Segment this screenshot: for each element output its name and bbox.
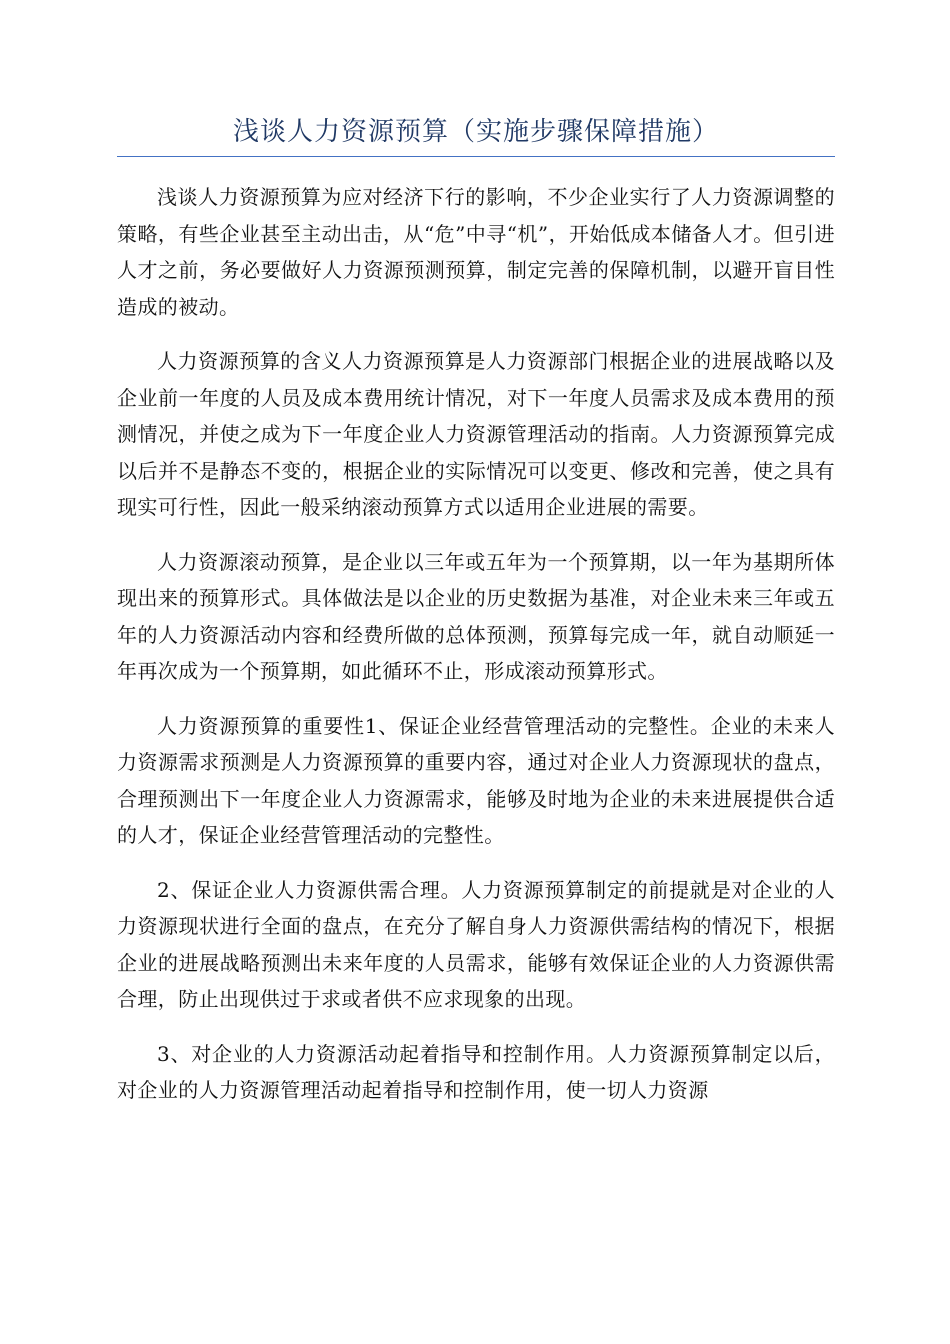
document-title: 浅谈人力资源预算（实施步骤保障措施） <box>117 112 835 157</box>
paragraph-intro: 浅谈人力资源预算为应对经济下行的影响，不少企业实行了人力资源调整的策略，有些企业甚至主动出击，从“危”中寻“机”，开始低成本储备人才。但引进人才之前，务必要做好人力资源预测预算，制定完善的保障机制，以避开盲目性造成的被动。 <box>117 185 835 319</box>
paragraph-importance-2: 2、保证企业人力资源供需合理。人力资源预算制定的前提就是对企业的人力资源现状进行全面的盘点，在充分了解自身人力资源供需结构的情况下，根据企业的进展战略预测出未来年度的人员需求，能够有效保证企业的人力资源供需合理，防止出现供过于求或者供不应求现象的出现。 <box>117 877 835 1011</box>
document-body <box>117 179 835 1109</box>
paragraph-rolling-budget: 人力资源滚动预算，是企业以三年或五年为一个预算期，以一年为基期所体现出来的预算形式。具体做法是以企业的历史数据为基准，对企业未来三年或五年的人力资源活动内容和经费所做的总体预测，预算每完成一年，就自动顺延一年再次成为一个预算期，如此循环不止，形成滚动预算形式。 <box>117 549 835 683</box>
document-page <box>117 112 835 1127</box>
paragraph-importance-3: 3、对企业的人力资源活动起着指导和控制作用。人力资源预算制定以后，对企业的人力资源管理活动起着指导和控制作用，使一切人力资源 <box>117 1041 835 1102</box>
paragraph-importance-1: 人力资源预算的重要性1、保证企业经营管理活动的完整性。企业的未来人力资源需求预测是人力资源预算的重要内容，通过对企业人力资源现状的盘点，合理预测出下一年度企业人力资源需求，能够及时地为企业的未来进展提供合适的人才，保证企业经营管理活动的完整性。 <box>117 713 835 847</box>
paragraph-definition: 人力资源预算的含义人力资源预算是人力资源部门根据企业的进展战略以及企业前一年度的人员及成本费用统计情况，对下一年度人员需求及成本费用的预测情况，并使之成为下一年度企业人力资源管理活动的指南。人力资源预算完成以后并不是静态不变的，根据企业的实际情况可以变更、修改和完善，使之具有现实可行性，因此一般采纳滚动预算方式以适用企业进展的需要。 <box>117 349 835 519</box>
